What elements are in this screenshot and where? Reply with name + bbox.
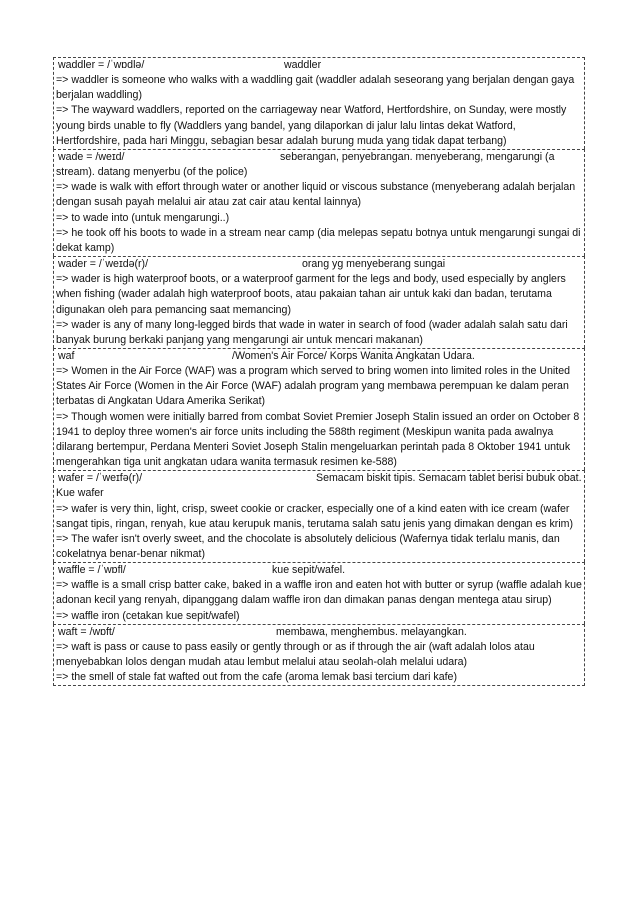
dictionary-entry (53, 256, 585, 348)
entry-heading (56, 150, 582, 165)
entry-term: wafer = /ˈweɪfə(r)/ (58, 472, 143, 485)
entry-line: => waddler is someone who walks with a waddling gait (waddler adalah seseorang yang berjalan dengan gaya berjalan waddling) (56, 74, 575, 102)
entry-line: => waffle is a small crisp batter cake, baked in a waffle iron and eaten hot with butter or syrup (waffle adalah kue adonan kecil yang renyah, dipanggang dalam waffle iron dan dimakan panas dengan mentega atau sirup) (56, 579, 582, 607)
entry-gloss: orang yg menyeberang sungai (302, 258, 446, 271)
entry-line: => waffle iron (cetakan kue sepit/wafel) (56, 609, 240, 622)
entry-line: => wader is high waterproof boots, or a waterproof garment for the legs and body, used especially by anglers when fishing (wader adalah high waterproof boots, atau pakaian tahan air untuk kaki dan badan, terutama digunakan oleh para pemancing saat memancing) (56, 273, 566, 316)
entry-heading (56, 349, 582, 364)
entry-heading (56, 471, 582, 486)
entry-term: waft = /wɒft/ (58, 625, 115, 638)
dictionary-entry (53, 624, 585, 687)
entry-term: waddler = /ˈwɒdlə/ (58, 59, 145, 71)
dictionary-page (53, 57, 585, 686)
entry-gloss: kue sepit/wafel. (272, 564, 346, 577)
entry-term: wader = /ˈweɪdə(r)/ (58, 258, 149, 271)
entry-term: waffle = /ˈwɒfl/ (58, 564, 126, 577)
entry-gloss: membawa, menghembus. melayangkan. (276, 625, 467, 638)
entry-heading (56, 58, 582, 73)
entry-line: => he took off his boots to wade in a stream near camp (dia melepas sepatu botnya untuk mengarungi sungai di dekat kamp) (56, 226, 581, 254)
dictionary-entry (53, 149, 585, 256)
entry-term: waf (58, 349, 75, 362)
entry-term: wade = /weɪd/ (58, 150, 125, 163)
entry-line: => waft is pass or cause to pass easily or gently through or as if through the air (waft adalah lolos atau menyebabkan lolos dengan mudah atau lembut melalui atau seolah-olah melalui udara) (56, 640, 535, 669)
entry-line: => Women in the Air Force (WAF) was a program which served to bring women into limited roles in the United States Air Force (Women in the Air Force (WAF) adalah program yang membawa perempuan ke dalam peran terbatas di Angkatan Udara Amerika Serikat) (56, 365, 571, 408)
entry-line: => The wayward waddlers, reported on the carriageway near Watford, Hertfordshire, on Sunday, were mostly young birds unable to fly (Waddlers yang bandel, yang dilaporkan di jalur lalu lintas dekat Watford, Hertfordshire, pada hari Minggu, sebagian besar adalah burung muda yang tidak dapat terbang) (56, 104, 567, 147)
entry-line: => wafer is very thin, light, crisp, sweet cookie or cracker, especially one of a kind eaten with ice cream (wafer sangat tipis, ringan, renyah, kue atau kerupuk manis, terutama salah satu jenis yang dimakan dengan es krim) (56, 502, 574, 530)
entry-heading (56, 563, 582, 578)
entry-line: => to wade into (untuk mengarungi..) (56, 211, 230, 224)
entry-heading (56, 257, 582, 272)
dictionary-entry (53, 470, 585, 562)
entry-line: => The wafer isn't overly sweet, and the chocolate is absolutely delicious (Wafernya tidak terlalu manis, dan cokelatnya benar-benar nikmat) (56, 532, 560, 560)
entry-gloss: seberangan, penyebrangan. menyeberang, mengarungi (a stream). datang menyerbu (of the police) (56, 150, 555, 179)
entry-gloss: Semacam biskit tipis. Semacam tablet berisi bubuk obat. Kue wafer (56, 472, 582, 500)
entry-heading (56, 625, 582, 640)
dictionary-entry (53, 348, 585, 470)
entry-line: => the smell of stale fat wafted out from the cafe (aroma lemak basi tercium dari kafe) (56, 671, 457, 684)
entry-line: => wader is any of many long-legged birds that wade in water in search of food (wader adalah salah satu dari banyak burung berkaki panjang yang mengarungi air untuk mencari makanan) (56, 318, 568, 346)
entry-line: => Though women were initially barred from combat Soviet Premier Joseph Stalin issued an order on October 8 1941 to deploy three women's air force units including the 588th regiment (Meskipun wanita pada awalnya dilarang bertempur, Perdana Menteri Soviet Joseph Stalin mengeluarkan perintah pada 8 Oktober 1941 untuk mengerahkan tiga unit angkatan udara wanita termasuk resimen ke-588) (56, 410, 580, 469)
entry-gloss: /Women's Air Force/ Korps Wanita Angkatan Udara. (232, 349, 475, 362)
dictionary-entry (53, 562, 585, 624)
entry-gloss: waddler (284, 59, 322, 71)
dictionary-entry (53, 57, 585, 149)
entry-line: => wade is walk with effort through water or another liquid or viscous substance (menyeberang adalah berjalan dengan susah payah melalui air atau zat cair atau kental lainnya) (56, 181, 576, 209)
